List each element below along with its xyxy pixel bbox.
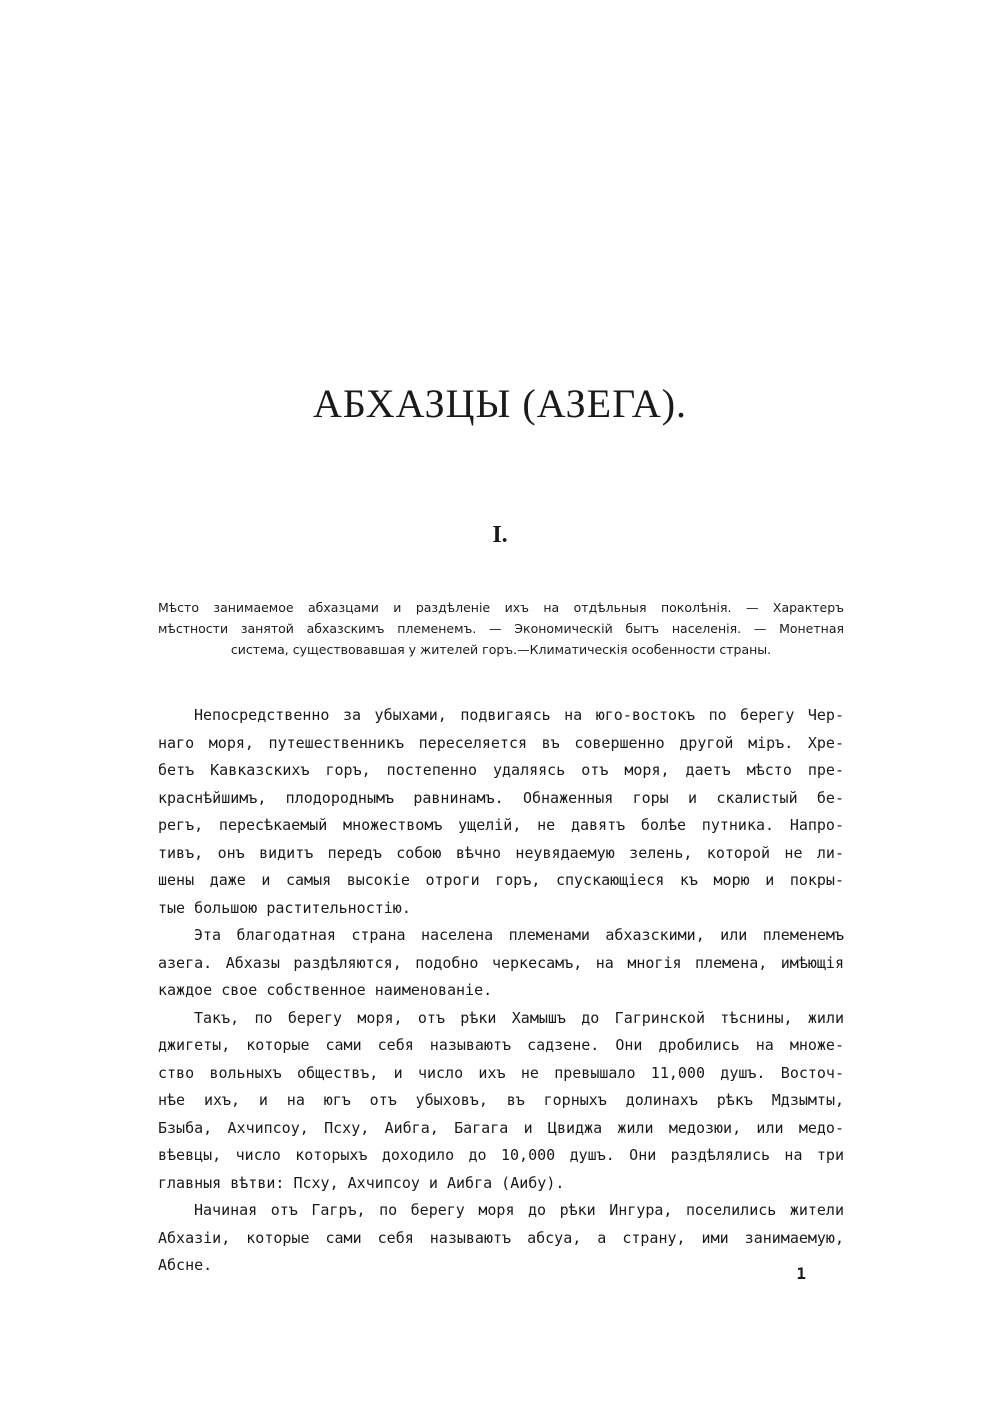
text-line: Непосредственно за убыхами, подвигаясь на юго-востокъ по берегу Чер- (194, 706, 844, 724)
text-line: шены даже и самыя высокіе отроги горъ, спускающіеся къ морю и покры- (158, 871, 844, 889)
text-line: азега. Абхазы раздѣляются, подобно черкесамъ, на многія племена, имѣющія (158, 953, 844, 972)
text-line: бетъ Кавказскихъ горъ, постепенно удаляясь отъ моря, даетъ мѣсто пре- (158, 761, 844, 779)
chapter-number: I. (492, 522, 508, 548)
body-text (158, 702, 844, 1280)
text-line: Такъ, по берегу моря, отъ рѣки Хамышъ до Гагринской тѣснины, жили (194, 1008, 844, 1027)
text-line: Эта благодатная страна населена племенами абхазскими, или племенемъ (194, 926, 844, 944)
summary-line: мѣстности занятой абхазскимъ племенемъ. — Экономическій бытъ населенія. — Монетная (158, 621, 844, 636)
text-line: Начиная отъ Гагръ, по берегу моря до рѣки Ингура, поселились жители (194, 1201, 844, 1219)
text-line: каждое свое собственное наименованіе. (158, 981, 493, 999)
text-line: Бзыба, Ахчипсоу, Псху, Аибга, Багага и Цвиджа жили медозюи, или медо- (158, 1118, 844, 1137)
text-line: краснѣйшимъ, плодороднымъ равнинамъ. Обнаженныя горы и скалистый бе- (158, 788, 844, 807)
text-line: Абхазіи, которые сами себя называютъ абсуа, а страну, ими занимаемую, (158, 1228, 844, 1247)
text-line: джигеты, которые сами себя называютъ садзене. Они дробились на множе- (158, 1036, 844, 1054)
text-line: вѣевцы, число которыхъ доходило до 10,000 душъ. Они раздѣлялись на три (158, 1146, 844, 1164)
text-line: наго моря, путешественникъ переселяется въ совершенно другой міръ. Хре- (158, 733, 844, 752)
text-line: главныя вѣтви: Псху, Ахчипсоу и Аибга (Аибу). (158, 1173, 565, 1192)
text-line: тивъ, онъ видитъ передъ собою вѣчно неувядаемую зелень, которой не ли- (158, 843, 844, 862)
text-line: тые большою растительностію. (158, 898, 411, 917)
text-line: регъ, пересѣкаемый множествомъ ущелій, не давятъ болѣе путника. Напро- (158, 816, 844, 834)
chapter-summary (158, 597, 844, 660)
page-number: 1 (796, 1264, 806, 1283)
page-title: АБХАЗЦЫ (АЗЕГА). (312, 381, 688, 426)
summary-line: система, существовавшая у жителей горъ.—Климатическія особенности страны. (230, 642, 772, 657)
text-line: ство вольныхъ обществъ, и число ихъ не превышало 11,000 душъ. Восточ- (158, 1063, 844, 1082)
text-line: нѣе ихъ, и на югъ отъ убыховъ, въ горныхъ долинахъ рѣкъ Мдзымты, (158, 1091, 844, 1109)
summary-line: Мѣсто занимаемое абхазцами и раздѣленіе ихъ на отдѣльныя поколѣнія. — Характеръ (158, 600, 844, 615)
text-line: Абсне. (158, 1256, 213, 1274)
